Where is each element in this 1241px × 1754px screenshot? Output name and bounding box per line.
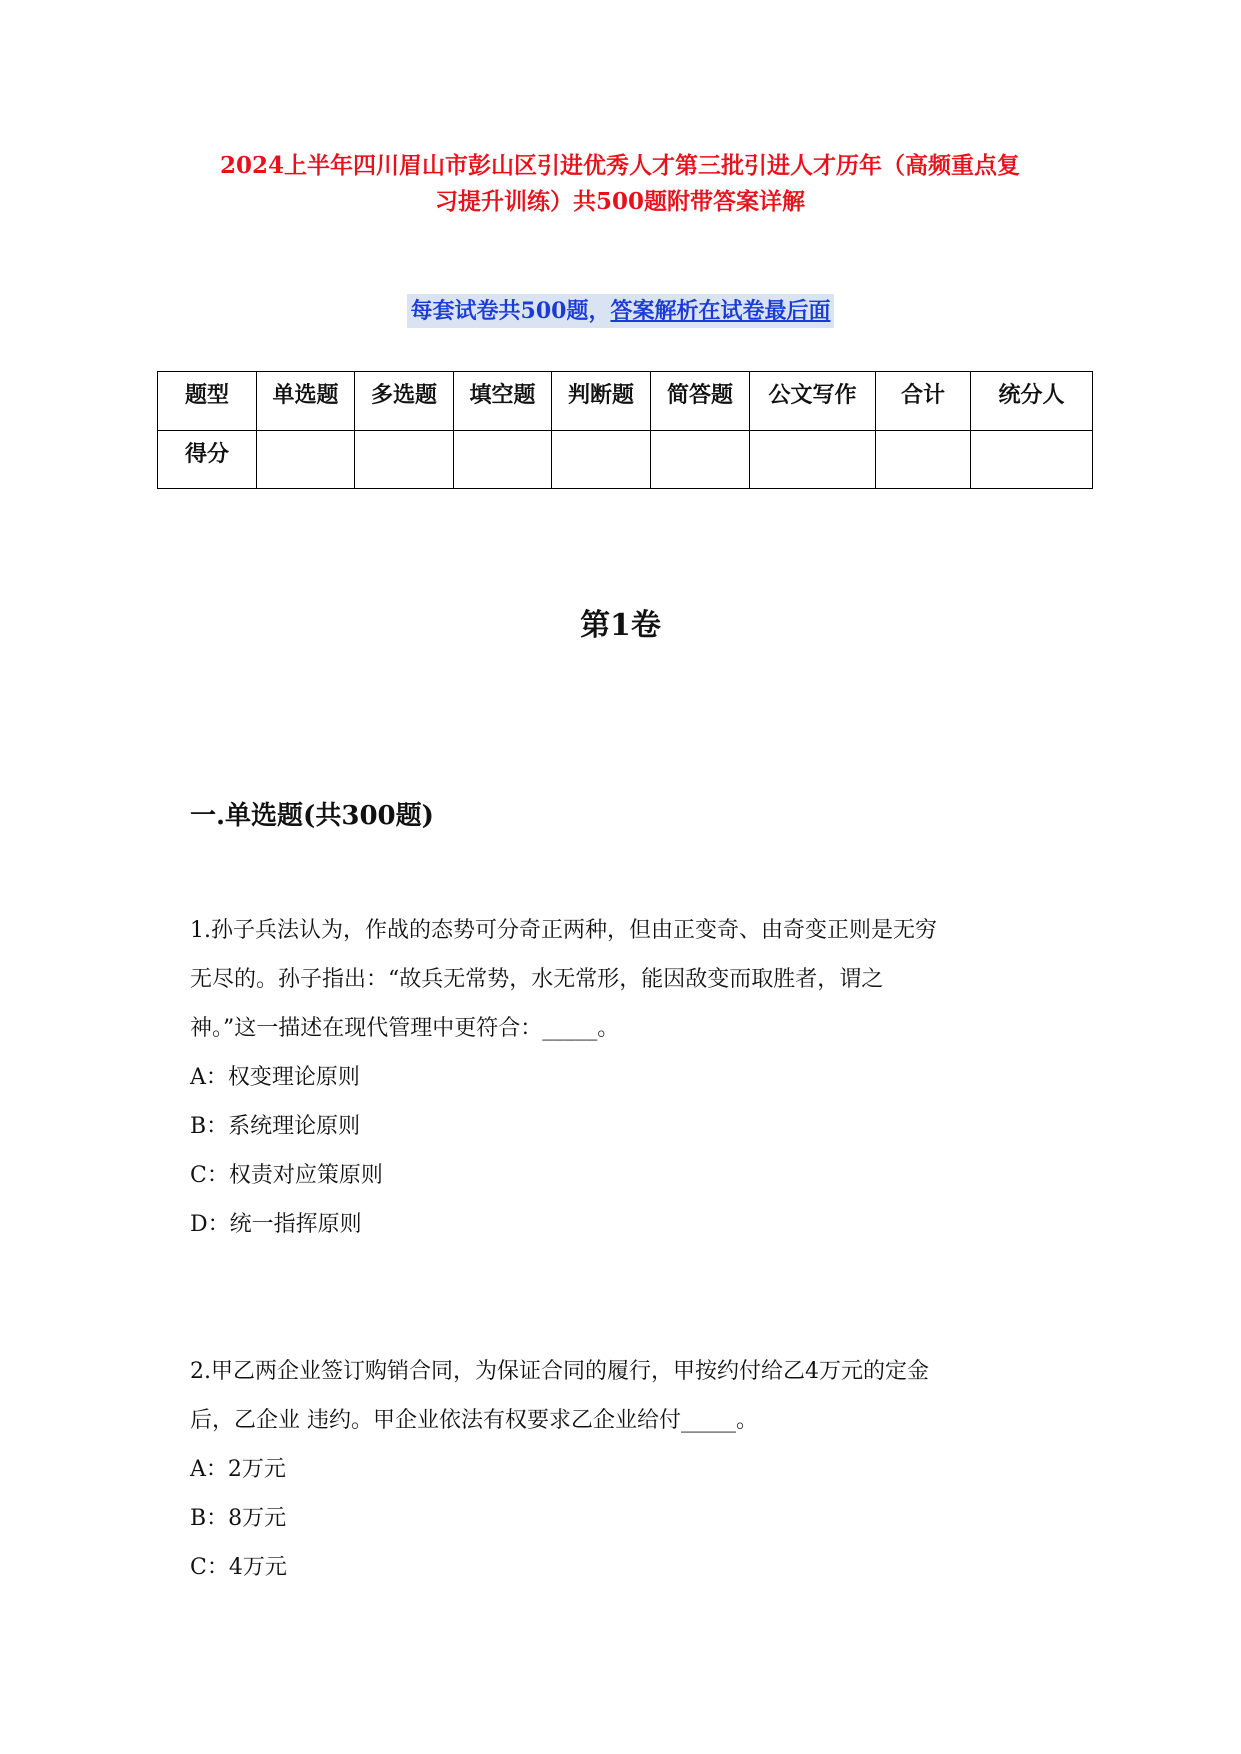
score-cell [651, 431, 750, 489]
score-row-label: 得分 [158, 431, 257, 489]
subtitle-row [0, 294, 1241, 328]
question-1-option-a: A：权变理论原则 [190, 1065, 360, 1090]
header-cell-fill-blank: 填空题 [454, 372, 552, 431]
question-2 [190, 1347, 1070, 1592]
score-table-header-row [158, 372, 1093, 431]
score-cell [454, 431, 552, 489]
question-2-option-c: C：4万元 [190, 1555, 287, 1580]
title-line-1: 2024上半年四川眉山市彭山区引进优秀人才第三批引进人才历年（高频重点复 [219, 152, 1020, 179]
score-cell [971, 431, 1093, 489]
document-title [160, 148, 1080, 220]
header-cell-type: 题型 [158, 372, 257, 431]
score-cell [355, 431, 454, 489]
header-cell-true-false: 判断题 [552, 372, 651, 431]
score-cell [552, 431, 651, 489]
question-1-line-1: 1.孙子兵法认为，作战的态势可分奇正两种，但由正变奇、由奇变正则是无穷 [190, 918, 937, 943]
score-table [157, 371, 1093, 489]
question-1-line-2: 无尽的。孙子指出：“故兵无常势，水无常形，能因敌变而取胜者，谓之 [190, 967, 884, 992]
question-1-option-d: D：统一指挥原则 [190, 1212, 362, 1237]
volume-heading: 第1卷 [580, 608, 661, 643]
subtitle-part-1: 每套试卷共500题， [410, 298, 611, 324]
question-2-option-b: B：8万元 [190, 1506, 287, 1531]
question-1 [190, 906, 1070, 1249]
question-1-option-b: B：系统理论原则 [190, 1114, 361, 1139]
header-cell-scorer: 统分人 [971, 372, 1093, 431]
score-table-score-row [158, 431, 1093, 489]
header-cell-short-answer: 简答题 [651, 372, 750, 431]
header-cell-total: 合计 [876, 372, 971, 431]
subtitle-note [407, 294, 835, 328]
header-cell-official-writing: 公文写作 [750, 372, 876, 431]
score-cell [257, 431, 355, 489]
header-cell-multiple-choice: 多选题 [355, 372, 454, 431]
question-2-line-2: 后，乙企业 违约。甲企业依法有权要求乙企业给付_____。 [190, 1408, 758, 1433]
question-2-option-a: A：2万元 [190, 1457, 286, 1482]
title-line-2: 习提升训练）共500题附带答案详解 [434, 188, 805, 215]
question-1-line-3: 神。”这一描述在现代管理中更符合：_____。 [190, 1016, 620, 1041]
score-cell [750, 431, 876, 489]
score-cell [876, 431, 971, 489]
question-2-line-1: 2.甲乙两企业签订购销合同，为保证合同的履行，甲按约付给乙4万元的定金 [190, 1359, 929, 1384]
section-heading: 一.单选题(共300题) [190, 801, 434, 831]
question-1-option-c: C：权责对应策原则 [190, 1163, 383, 1188]
header-cell-single-choice: 单选题 [257, 372, 355, 431]
subtitle-part-2: 答案解析在试卷最后面 [610, 298, 831, 324]
